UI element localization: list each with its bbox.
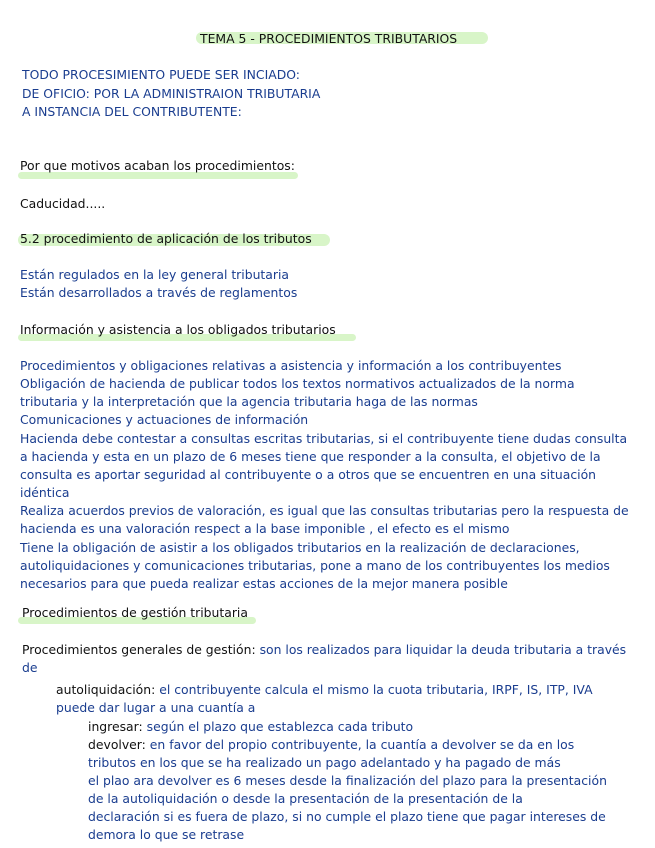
gestion-text-cont: de: [22, 660, 38, 675]
caducidad-text: Caducidad.....: [20, 196, 106, 211]
devolver-term: devolver:: [88, 737, 146, 752]
info-line: tributaria y la interpretación que la agencia tributaria haga de las normas: [20, 394, 478, 409]
devolver-text: en favor del propio contribuyente, la cuantía a devolver se da en los: [145, 737, 575, 752]
autoliquidacion-text: el contribuyente calcula el mismo la cuota tributaria, IRPF, IS, ITP, IVA: [155, 682, 593, 697]
ingresar-line: [88, 719, 413, 735]
ingresar-term: ingresar:: [88, 719, 143, 734]
page-title: TEMA 5 - PROCEDIMIENTOS TRIBUTARIOS: [200, 31, 458, 46]
devolver-text-line: el plao ara devolver es 6 meses desde la finalización del plazo para la presentación: [88, 773, 607, 788]
info-line: Obligación de hacienda de publicar todos los textos normativos actualizados de la norma: [20, 376, 575, 391]
section-heading-motivos: Por que motivos acaban los procedimientos:: [20, 158, 295, 173]
devolver-text-line: demora lo que se retrase: [88, 827, 245, 842]
autoliquidacion-line: [56, 682, 593, 698]
section-heading-5-2: 5.2 procedimiento de aplicación de los tributos: [20, 231, 312, 246]
regulados-line: Están desarrollados a través de reglamentos: [20, 285, 298, 300]
section-heading-informacion: Información y asistencia a los obligados tributarios: [20, 322, 336, 337]
regulados-line: Están regulados en la ley general tributaria: [20, 267, 290, 282]
autoliquidacion-text-cont: puede dar lugar a una cuantía a: [56, 700, 256, 715]
ingresar-text: según el plazo que establezca cada tributo: [142, 719, 414, 734]
info-line: Tiene la obligación de asistir a los obligados tributarios en la realización de declaraciones,: [20, 540, 580, 555]
section-heading-gestion: Procedimientos de gestión tributaria: [22, 605, 248, 620]
info-line: Comunicaciones y actuaciones de información: [20, 412, 309, 427]
info-line: autoliquidaciones y comunicaciones tributarias, pone a mano de los contribuyentes los medios: [20, 558, 610, 573]
devolver-line: [88, 737, 574, 753]
autoliquidacion-term: autoliquidación:: [56, 682, 156, 697]
info-line: consulta es aportar seguridad al contribuyente o a otros que se encuentren en una situación: [20, 467, 597, 482]
devolver-text-line: tributos en los que se ha realizado un pago adelantado y ha pagado de más: [88, 755, 561, 770]
info-line: hacienda es una valoración respect a la base imponible , el efecto es el mismo: [20, 521, 510, 536]
gestion-text: son los realizados para liquidar la deuda tributaria a través: [255, 642, 627, 657]
info-line: idéntica: [20, 485, 70, 500]
info-line: Procedimientos y obligaciones relativas a asistencia y información a los contribuyentes: [20, 358, 562, 373]
gestion-term: Procedimientos generales de gestión:: [22, 642, 256, 657]
intro-line: A INSTANCIA DEL CONTRIBUTENTE:: [22, 104, 242, 119]
gestion-line: [22, 642, 626, 658]
info-line: Hacienda debe contestar a consultas escritas tributarias, si el contribuyente tiene dudas consulta: [20, 431, 628, 446]
info-line: Realiza acuerdos previos de valoración, es igual que las consultas tributarias pero la respuesta de: [20, 503, 629, 518]
intro-line: DE OFICIO: POR LA ADMINISTRAION TRIBUTARIA: [22, 86, 321, 101]
info-line: necesarios para que pueda realizar estas acciones de la mejor manera posible: [20, 576, 508, 591]
devolver-text-line: de la autoliquidación o desde la presentación de la presentación de la: [88, 791, 523, 806]
intro-line: TODO PROCESIMIENTO PUEDE SER INCIADO:: [22, 67, 300, 82]
info-line: a hacienda y esta en un plazo de 6 meses tiene que responder a la consulta, el objetivo de la: [20, 449, 601, 464]
devolver-text-line: declaración si es fuera de plazo, si no cumple el plazo tiene que pagar intereses de: [88, 809, 606, 824]
